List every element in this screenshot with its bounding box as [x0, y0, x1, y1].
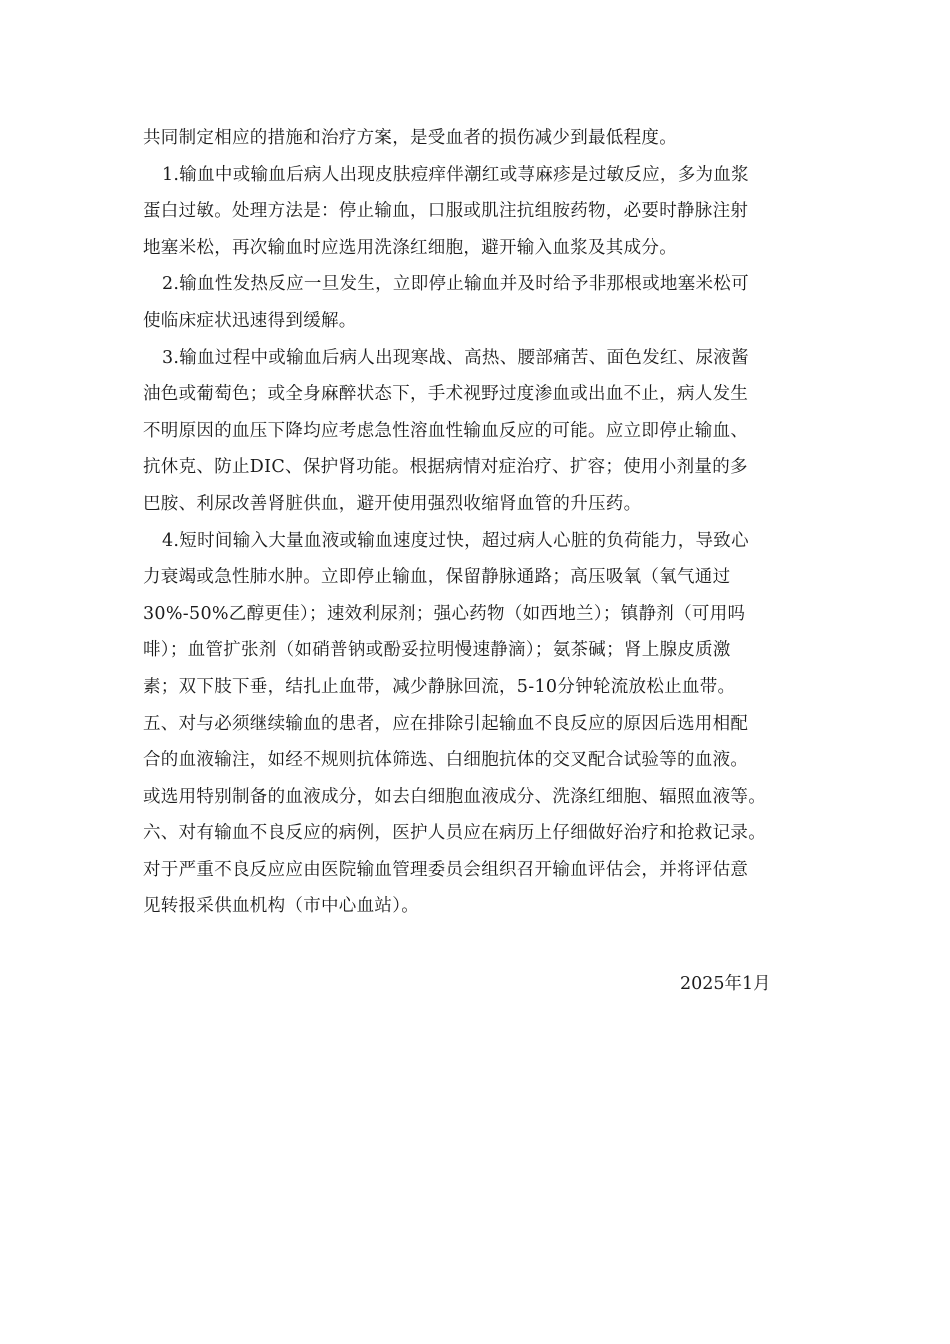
- text-line: 不明原因的血压下降均应考虑急性溶血性输血反应的可能。应立即停止输血、: [143, 420, 749, 441]
- text-line: 地塞米松，再次输血时应选用洗涤红细胞，避开输入血浆及其成分。: [143, 237, 677, 258]
- text-line: 共同制定相应的措施和治疗方案，是受血者的损伤减少到最低程度。: [143, 128, 677, 148]
- text-line: 啡）；血管扩张剂（如硝普钠或酚妥拉明慢速静滴）；氨茶碱；肾上腺皮质激: [143, 640, 731, 661]
- text-line: 蛋白过敏。处理方法是：停止输血，口服或肌注抗组胺药物，必要时静脉注射: [143, 201, 749, 222]
- text-line: 对于严重不良反应应由医院输血管理委员会组织召开输血评估会，并将评估意: [143, 859, 749, 880]
- text-line: 1.输血中或输血后病人出现皮肤痘痒伴潮红或荨麻疹是过敏反应，多为血浆: [162, 164, 749, 185]
- document-body: [143, 120, 823, 925]
- text-line: 或选用特别制备的血液成分，如去白细胞血液成分、洗涤红细胞、辐照血液等。: [143, 786, 766, 807]
- text-line: 五、对与必须继续输血的患者，应在排除引起输血不良反应的原因后选用相配: [143, 713, 749, 734]
- text-line: 素；双下肢下垂，结扎止血带，减少静脉回流，5-10分钟轮流放松止血带。: [143, 676, 736, 697]
- text-line: 使临床症状迅速得到缓解。: [143, 310, 357, 331]
- text-line: 合的血液输注，如经不规则抗体筛选、白细胞抗体的交叉配合试验等的血液。: [143, 750, 749, 771]
- text-line: 4.短时间输入大量血液或输血速度过快，超过病人心脏的负荷能力，导致心: [162, 530, 749, 551]
- text-line: 抗休克、防止DIC、保护肾功能。根据病情对症治疗、扩容；使用小剂量的多: [143, 457, 748, 478]
- text-line: 2.输血性发热反应一旦发生，立即停止输血并及时给予非那根或地塞米松可: [162, 274, 749, 295]
- text-line: 六、对有输血不良反应的病例，医护人员应在病历上仔细做好治疗和抢救记录。: [143, 823, 766, 844]
- text-line: 巴胺、利尿改善肾脏供血，避开使用强烈收缩肾血管的升压药。: [143, 493, 642, 514]
- text-line: 力衰竭或急性肺水肿。立即停止输血，保留静脉通路；高压吸氧（氧气通过: [143, 567, 731, 588]
- text-line: 油色或葡萄色；或全身麻醉状态下，手术视野过度渗血或出血不止，病人发生: [143, 384, 749, 405]
- text-line: 3.输血过程中或输血后病人出现寒战、高热、腰部痛苦、面色发红、尿液酱: [162, 347, 749, 368]
- text-line: 30%-50%乙醇更佳）；速效利尿剂；强心药物（如西地兰）；镇静剂（可用吗: [143, 603, 746, 624]
- text-line: 见转报采供血机构（市中心血站）。: [143, 896, 420, 917]
- document-date: 2025年1月: [680, 974, 771, 994]
